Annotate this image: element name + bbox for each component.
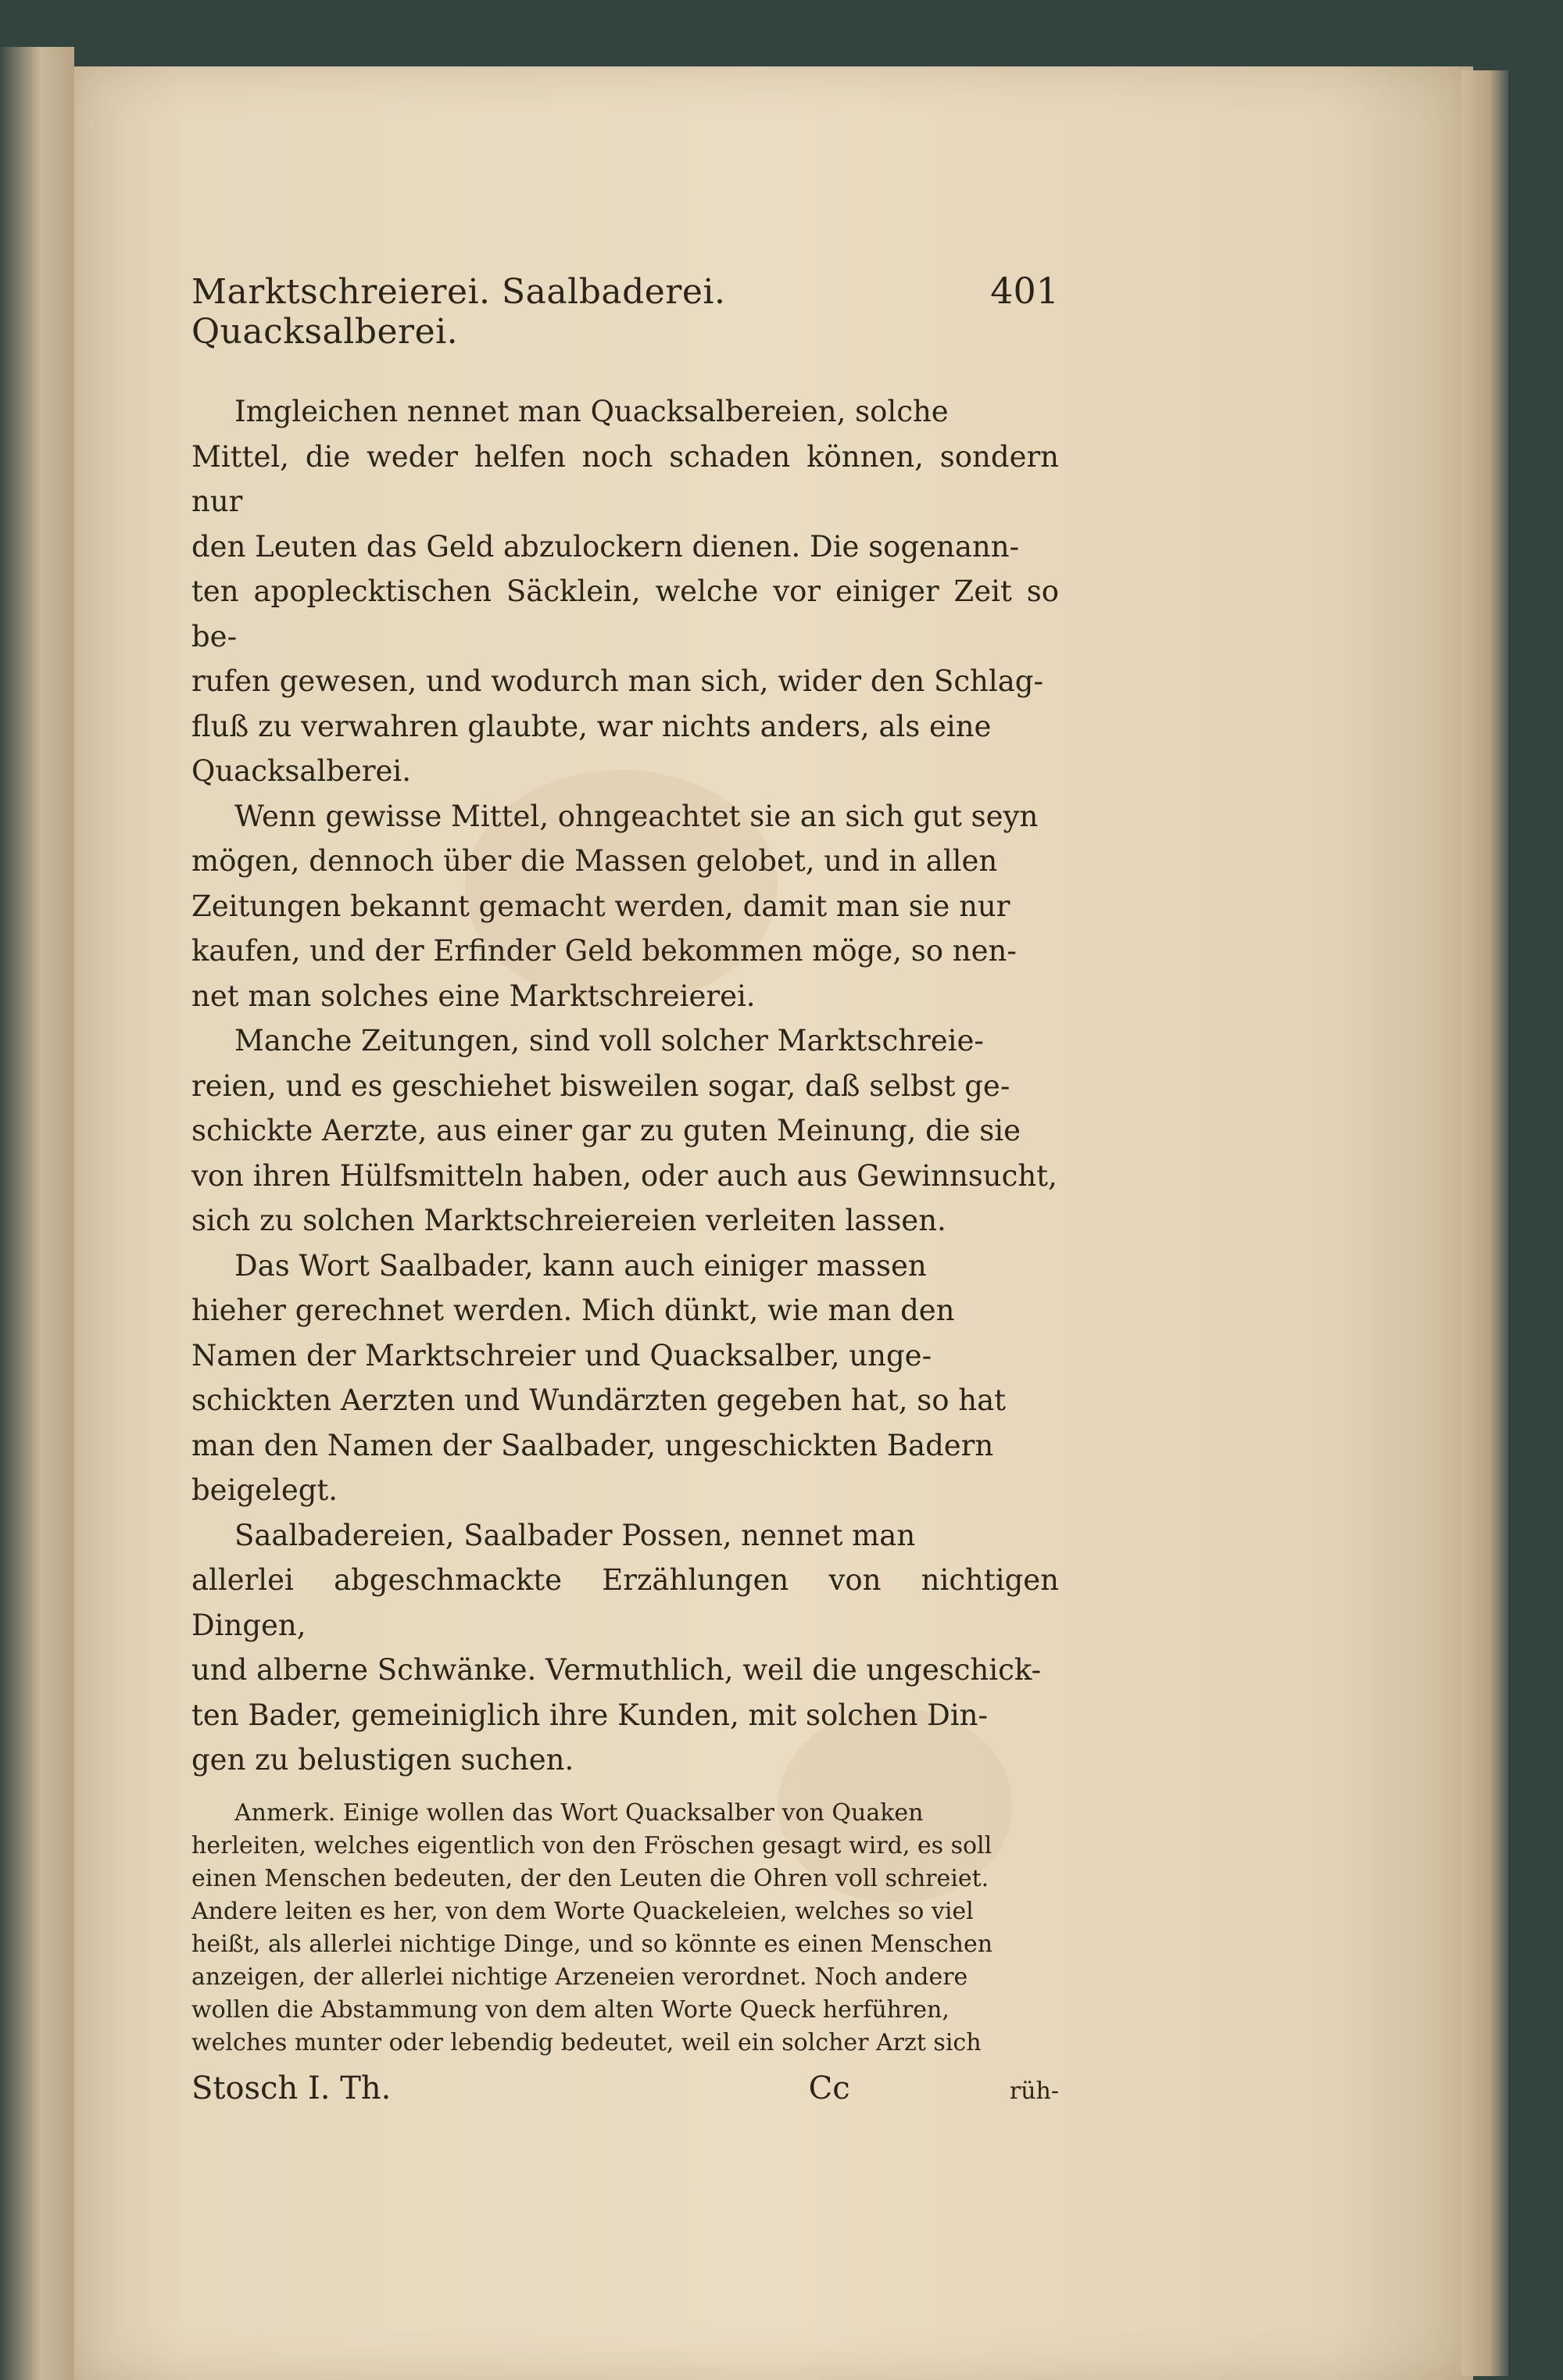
text-line: man den Namen der Saalbader, ungeschickten Badern <box>191 1428 994 1462</box>
previous-page-edge <box>0 47 74 2380</box>
text-line: kaufen, und der Erfinder Geld bekommen möge, so nen- <box>191 934 1017 968</box>
text-line: hieher gerechnet werden. Mich dünkt, wie man den <box>191 1294 955 1327</box>
catchword: rüh- <box>1009 2077 1059 2105</box>
page-number: 401 <box>990 270 1059 312</box>
text-line: Manche Zeitungen, sind voll solcher Marktschreie- <box>234 1024 984 1058</box>
text-line: von ihren Hülfsmitteln haben, oder auch aus Gewinnsucht, <box>191 1158 1057 1193</box>
note-line: anzeigen, der allerlei nichtige Arzeneien verordnet. Noch andere <box>191 1963 968 1991</box>
text-line: Imgleichen nennet man Quacksalbereien, solche <box>234 395 949 428</box>
note-line: herleiten, welches eigentlich von den Fröschen gesagt wird, es soll <box>191 1831 993 1859</box>
text-line: Wenn gewisse Mittel, ohngeachtet sie an sich gut seyn <box>234 799 1039 833</box>
signature-mark: Cc <box>808 2070 850 2106</box>
page-footer <box>191 2070 1059 2106</box>
page-stack-edge <box>1461 70 1508 2376</box>
text-line: ten Bader, gemeiniglich ihre Kunden, mit solchen Din- <box>191 1698 988 1732</box>
text-line: und alberne Schwänke. Vermuthlich, weil die ungeschick- <box>191 1653 1042 1687</box>
paragraph <box>191 1018 1059 1244</box>
note-line: welches munter oder lebendig bedeutet, weil ein solcher Arzt sich <box>191 2028 982 2056</box>
paragraph <box>191 1244 1059 1513</box>
footnote <box>191 1797 1059 2060</box>
paragraph <box>191 794 1059 1019</box>
note-line: Andere leiten es her, von dem Worte Quackeleien, welches so viel <box>191 1897 974 1925</box>
note-line: heißt, als allerlei nichtige Dinge, und so könnte es einen Menschen <box>191 1930 993 1958</box>
text-line: sich zu solchen Marktschreiereien verleiten lassen. <box>191 1204 946 1237</box>
running-header <box>191 270 1059 352</box>
note-line: wollen die Abstammung von dem alten Worte Queck herführen, <box>191 1995 950 2024</box>
text-line: schickten Aerzten und Wundärzten gegeben hat, so hat <box>191 1383 1006 1417</box>
text-line: schickte Aerzte, aus einer gar zu guten Meinung, die sie <box>191 1114 1021 1147</box>
text-line: net man solches eine Marktschreierei. <box>191 979 756 1013</box>
header-title: Marktschreierei. Saalbaderei. Quacksalberei. <box>191 272 726 352</box>
text-line: Saalbadereien, Saalbader Possen, nennet man <box>234 1518 916 1552</box>
note-line: einen Menschen bedeuten, der den Leuten die Ohren voll schreiet. <box>191 1864 989 1892</box>
text-line: rufen gewesen, und wodurch man sich, wider den Schlag- <box>191 664 1043 698</box>
text-line: fluß zu verwahren glaubte, war nichts anders, als eine <box>191 709 992 743</box>
text-line: mögen, dennoch über die Massen gelobet, und in allen <box>191 844 998 878</box>
text-line: Das Wort Saalbader, kann auch einiger massen <box>234 1248 927 1283</box>
text-block <box>191 270 1059 2106</box>
text-line: Namen der Marktschreier und Quacksalber, unge- <box>191 1338 932 1373</box>
text-line: allerlei abgeschmackte Erzählungen von nichtigen Dingen, <box>191 1563 1059 1642</box>
text-line: den Leuten das Geld abzulockern dienen. Die sogenann- <box>191 529 1020 564</box>
text-line: gen zu belustigen suchen. <box>191 1743 574 1777</box>
text-line: ten apoplecktischen Säcklein, welche vor einiger Zeit so be- <box>191 574 1059 653</box>
text-line: Zeitungen bekannt gemacht werden, damit man sie nur <box>191 889 1010 923</box>
paragraph <box>191 389 1059 794</box>
text-line: reien, und es geschiehet bisweilen sogar, daß selbst ge- <box>191 1068 1010 1103</box>
text-line: Mittel, die weder helfen noch schaden können, sondern nur <box>191 439 1059 518</box>
paragraph <box>191 1513 1059 1783</box>
footer-author-volume: Stosch I. Th. <box>191 2070 392 2106</box>
text-line: beigelegt. <box>191 1473 338 1507</box>
note-line: Anmerk. Einige wollen das Wort Quacksalber von Quaken <box>234 1798 924 1827</box>
text-line: Quacksalberei. <box>191 754 412 788</box>
